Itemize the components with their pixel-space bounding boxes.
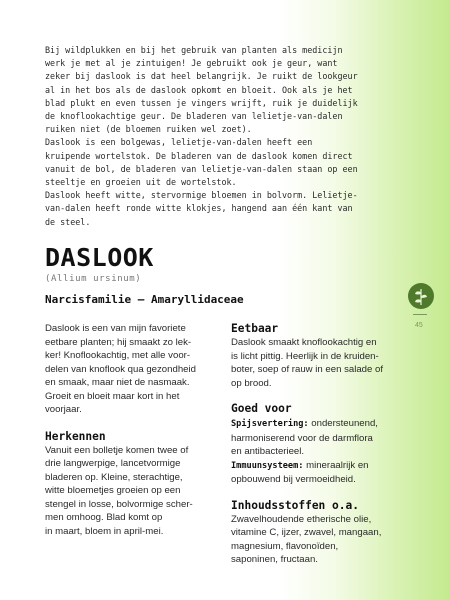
immuunsysteem-label: Immuunsysteem: xyxy=(231,460,304,471)
herb-leaf-icon xyxy=(407,282,435,310)
right-column xyxy=(231,322,421,567)
eetbaar-heading: Eetbaar xyxy=(231,322,279,335)
page-number: 45 xyxy=(415,322,423,329)
spijsvertering-first: ondersteunend, xyxy=(308,418,378,429)
eetbaar-text: Daslook smaakt knoflookachtig en is licht pittig. Heerlijk in de kruiden- boter, soep of rauw in een salade of op brood. xyxy=(231,337,384,389)
spijsvertering-text: harmoniserend voor de darmflora en antibacterieel. xyxy=(231,432,373,457)
description-text: Daslook is een van mijn favoriete eetbare planten; hij smaakt zo lek- ker! Knoflookachtig, met alle voor- delen van knoflook qua gezondheid en smaak, maar niet de nasmaak. Groeit en bloeit maar kort in het voorjaar. xyxy=(45,323,196,415)
page-title: DASLOOK xyxy=(45,243,154,272)
immuunsysteem-text: opbouwend bij vermoeidheid. xyxy=(231,474,356,485)
page-number-rule xyxy=(413,314,427,315)
plant-family: Narcisfamilie — Amaryllidaceae xyxy=(45,293,244,306)
spijsvertering-label: Spijsvertering: xyxy=(231,419,309,429)
inhoudsstoffen-heading: Inhoudsstoffen o.a. xyxy=(231,498,359,512)
latin-name: (Allium ursinum) xyxy=(45,274,142,284)
goedvoor-heading: Goed voor xyxy=(231,402,292,415)
inhoudsstoffen-text: Zwavelhoudende etherische olie, vitamine C, ijzer, zwavel, mangaan, magnesium, flavonoïden, saponinen, fructaan. xyxy=(231,513,382,565)
immuunsysteem-item xyxy=(231,459,421,474)
immuunsysteem-first: mineraalrijk en xyxy=(303,459,369,471)
intro-text: Bij wildplukken en bij het gebruik van planten als medicijn werk je met al je zintuigen! Je gebruikt ook je geur, want zeker bij daslook is dat heel belangrijk. Je ruikt de lookgeur al in het bos als de daslook opkomt en bloeit. Ook als je het blad plukt en even tussen je vingers wrijft, ruik je duidelijk de knoflookachtige geur. De bladeren van lelietje-van-dalen ruiken niet (de bloemen ruiken wel zoet). Daslook is een bolgewas, lelietje-van-dalen heeft een kruipende wortelstok. De bladeren van de daslook komen direct vanuit de bol, de bladeren van lelietje-van-dalen staan op een steeltje en groeien uit de wortelstok. Daslook heeft witte, stervormige bloemen in bolvorm. Lelietje- van-dalen heeft ronde witte klokjes, hangend aan één kant van de steel. xyxy=(45,45,358,227)
herkennen-heading: Herkennen xyxy=(45,429,106,443)
herkennen-text: Vanuit een bolletje komen twee of drie langwerpige, lancetvormige bladeren op. Kleine, sterachtige, witte bloemetjes groeien op een stengel in losse, bolvormige scher- men omhoog. Blad komt op in maart, bloem in april-mei. xyxy=(45,444,193,537)
left-column xyxy=(45,322,223,538)
spijsvertering-item xyxy=(231,417,421,432)
